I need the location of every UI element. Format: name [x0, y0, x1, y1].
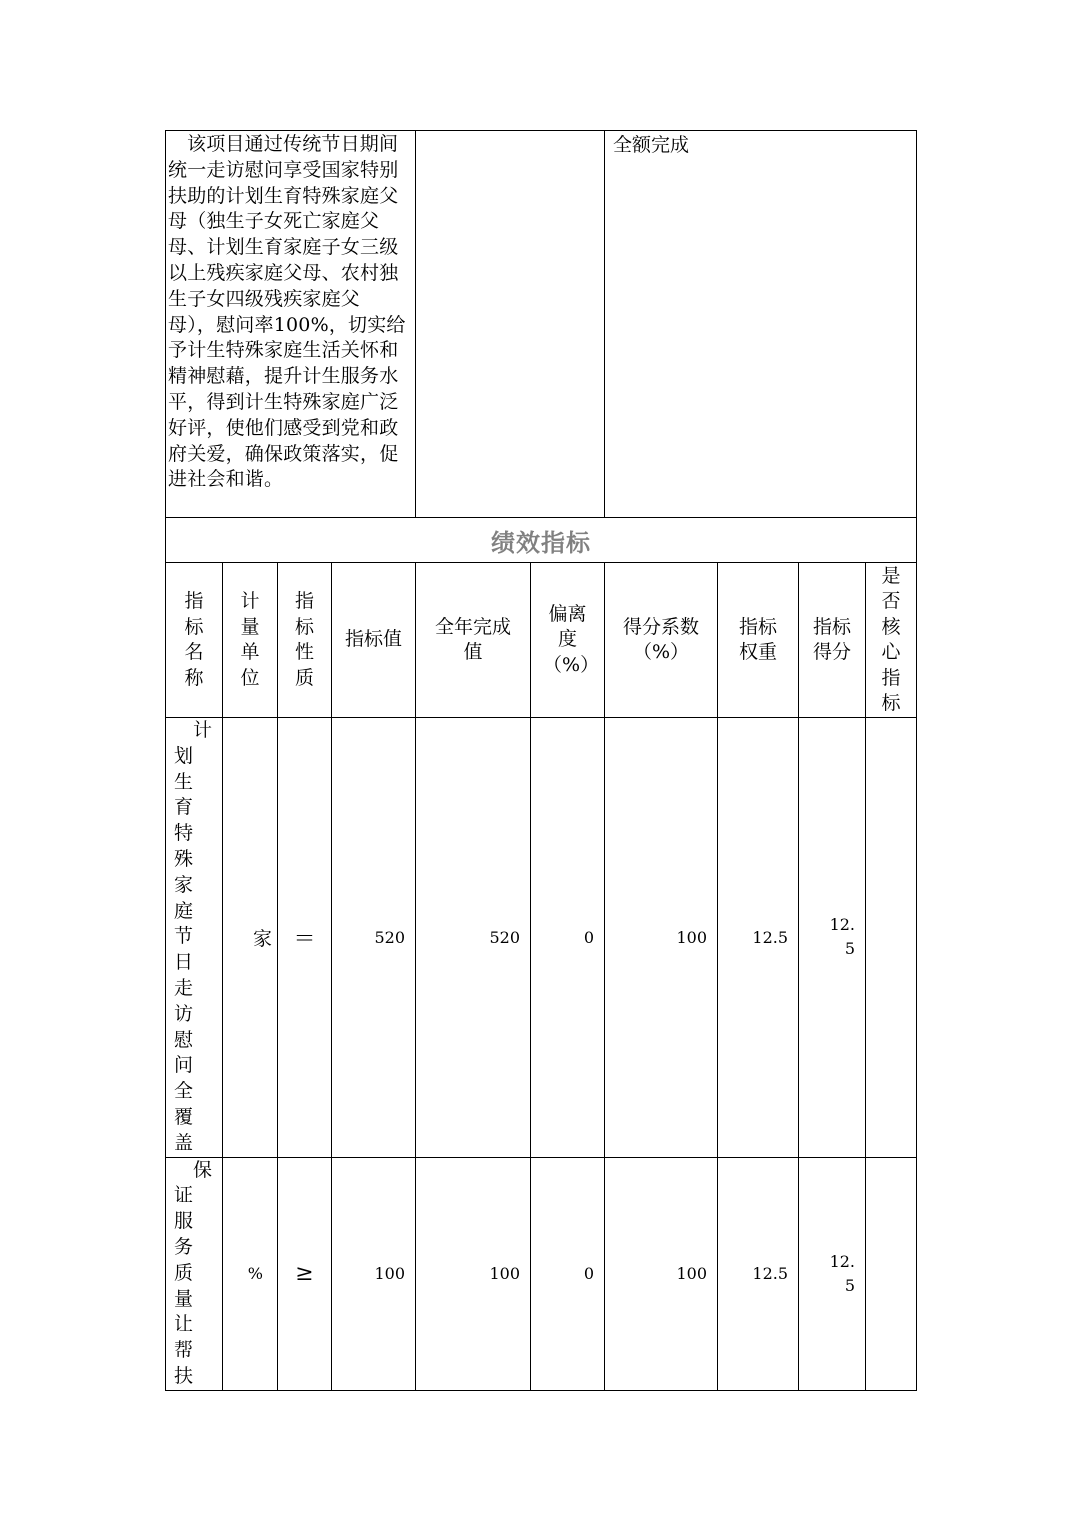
table-row	[166, 1157, 917, 1390]
table-row	[166, 718, 917, 1158]
indicator-name-cell: 计划生育特殊家庭节日走访慰问全覆盖	[166, 718, 223, 1158]
header-score-coefficient: 得分系数（%）	[605, 563, 718, 718]
coefficient-cell: 100	[605, 718, 718, 1158]
section-title: 绩效指标	[166, 518, 917, 563]
score-part-2: 5	[844, 939, 856, 959]
indicator-name-cell: 保证服务质量让帮扶	[166, 1157, 223, 1390]
nature-cell: ＝	[278, 718, 332, 1158]
core-indicator-cell	[866, 1157, 917, 1390]
header-score: 指标得分	[799, 563, 866, 718]
actual-value-cell: 520	[416, 718, 531, 1158]
project-description-cell: 该项目通过传统节日期间统一走访慰问享受国家特别扶助的计划生育特殊家庭父母（独生子女死亡家庭父母、计划生育家庭子女三级以上残疾家庭父母、农村独生子女四级残疾家庭父母），慰问率100%，切实给予计生特殊家庭生活关怀和精神慰藉，提升计生服务水平，得到计生特殊家庭广泛好评，使他们感受到党和政府关爱，确保政策落实，促进社会和谐。	[166, 131, 416, 518]
section-title-row	[166, 518, 917, 563]
table-header-row	[166, 563, 917, 718]
weight-cell: 12.5	[718, 718, 799, 1158]
nature-cell: ≥	[278, 1157, 332, 1390]
header-indicator-name: 指标名称	[166, 563, 223, 718]
coefficient-cell: 100	[605, 1157, 718, 1390]
header-actual-value: 全年完成值	[416, 563, 531, 718]
completion-result-cell: 全额完成	[605, 131, 917, 518]
performance-table	[165, 130, 917, 1391]
score-part-1: 12.	[829, 1251, 856, 1271]
target-value-cell: 100	[332, 1157, 416, 1390]
core-indicator-cell	[866, 718, 917, 1158]
header-weight: 指标权重	[718, 563, 799, 718]
score-part-1: 12.	[829, 915, 856, 935]
score-cell	[799, 718, 866, 1158]
weight-cell: 12.5	[718, 1157, 799, 1390]
performance-report-page	[165, 130, 916, 1391]
target-value-cell: 520	[332, 718, 416, 1158]
empty-summary-cell	[416, 131, 605, 518]
header-unit: 计量单位	[223, 563, 278, 718]
summary-row	[166, 131, 917, 518]
unit-cell: %	[223, 1157, 278, 1390]
header-core-indicator: 是否核心指标	[866, 563, 917, 718]
unit-cell: 家	[223, 718, 278, 1158]
score-cell	[799, 1157, 866, 1390]
header-target-value: 指标值	[332, 563, 416, 718]
score-part-2: 5	[844, 1275, 856, 1295]
header-deviation: 偏离度（%）	[531, 563, 605, 718]
deviation-cell: 0	[531, 718, 605, 1158]
header-nature: 指标性质	[278, 563, 332, 718]
deviation-cell: 0	[531, 1157, 605, 1390]
actual-value-cell: 100	[416, 1157, 531, 1390]
